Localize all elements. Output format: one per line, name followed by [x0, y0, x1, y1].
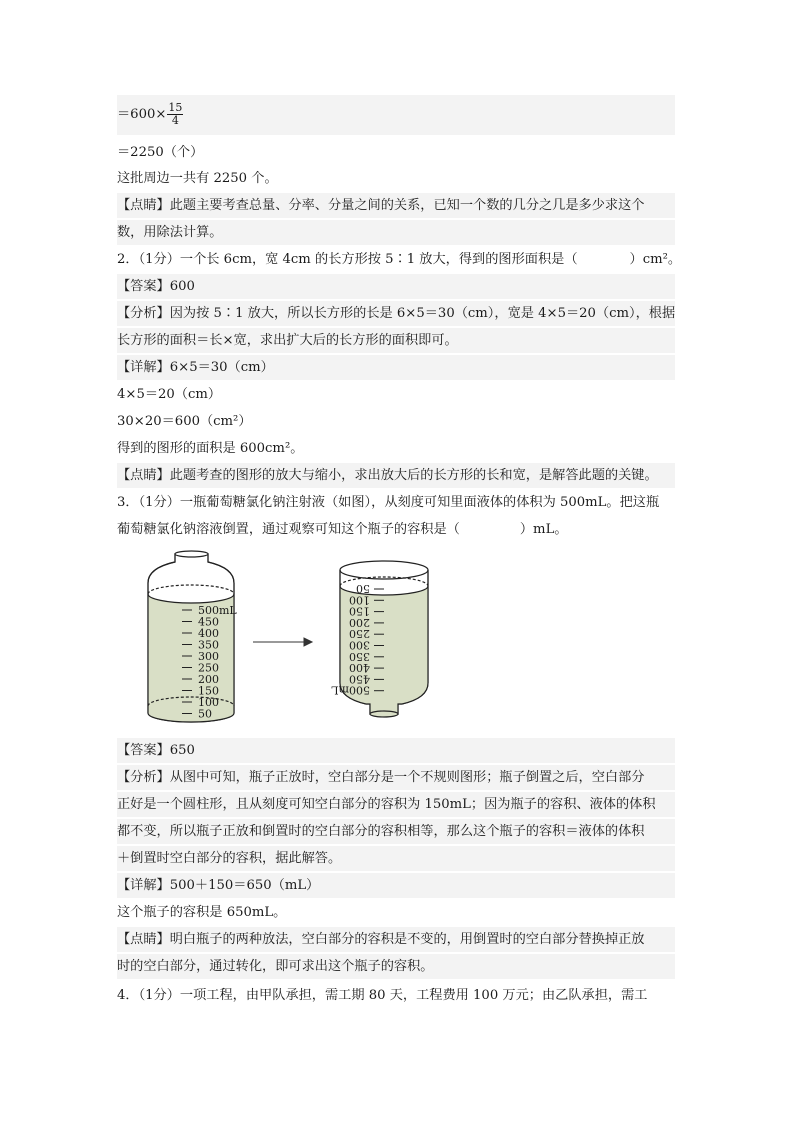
line-09: 长方形的面积＝长×宽，求出扩大后的长方形的面积即可。	[117, 328, 675, 353]
upright-scale-tick-label: 400	[198, 627, 219, 640]
upright-scale-tick-label: 500mL	[198, 604, 237, 617]
upright-scale-tick-label: 200	[198, 673, 219, 686]
question-2-unit: ）cm²。	[629, 252, 682, 267]
line-11: 4×5＝20（cm）	[117, 387, 222, 402]
line-13: 得到的图形的面积是 600cm²。	[117, 441, 304, 456]
inverted-scale-tick-label: 400	[349, 661, 370, 675]
upright-scale-tick-label: 150	[198, 684, 219, 698]
line-06	[117, 247, 682, 272]
line-16	[117, 517, 675, 542]
inverted-scale-tick-label: 250	[349, 627, 370, 641]
line-23: 这个瓶子的容积是 650mL。	[117, 905, 287, 920]
line-25: 时的空白部分，通过转化，即可求出这个瓶子的容积。	[117, 954, 675, 979]
inverted-scale-tick-label: 100	[349, 593, 370, 607]
inverted-scale-tick-label: 200	[349, 615, 370, 629]
line-07: 【答案】600	[117, 274, 675, 299]
line-20: 都不变，所以瓶子正放和倒置时的空白部分的容积相等，那么这个瓶子的容积＝液体的体积	[117, 819, 675, 844]
inverted-scale-tick-label: 150	[349, 604, 370, 618]
inverted-scale-tick-label: 50	[356, 582, 370, 595]
fraction-numerator: 15	[168, 101, 183, 114]
line-24: 【点睛】明白瓶子的两种放法，空白部分的容积是不变的，用倒置时的空白部分替换掉正放	[117, 927, 675, 952]
line-08: 【分析】因为按 5∶1 放大，所以长方形的长是 6×5＝30（cm），宽是 4×5＝20（cm），根据	[117, 301, 675, 326]
inverted-scale-tick-label: 300	[349, 638, 370, 652]
question-2-text: 2．（1分）一个长 6cm，宽 4cm 的长方形按 5∶1 放大，得到的图形面积是（	[117, 252, 578, 267]
upright-scale-tick-label: 100	[198, 696, 219, 709]
line-14: 【点睛】此题考查的图形的放大与缩小，求出放大后的长方形的长和宽，是解答此题的关键。	[117, 463, 675, 488]
bottle-figure	[140, 548, 420, 730]
line-21: ＋倒置时空白部分的容积，据此解答。	[117, 846, 675, 871]
fraction-denominator: 4	[171, 114, 179, 127]
inverted-scale-tick-label: 500mL	[331, 683, 370, 697]
line-05: 数，用除法计算。	[117, 220, 675, 245]
line-12: 30×20＝600（cm²）	[117, 414, 252, 429]
line-17: 【答案】650	[117, 738, 675, 763]
upright-scale-tick-label: 450	[198, 615, 219, 629]
line-03: 这批周边一共有 2250 个。	[117, 171, 278, 186]
line-01	[117, 95, 675, 135]
inverted-scale-tick-label: 350	[349, 649, 370, 663]
line-26: 4．（1分）一项工程，由甲队承担，需工期 80 天，工程费用 100 万元；由乙队承担，需工	[117, 988, 648, 1003]
upright-scale-tick-label: 350	[198, 638, 219, 652]
upright-scale-tick-label: 300	[198, 650, 219, 663]
question-3-unit: ）mL。	[519, 522, 568, 537]
question-3-text: 葡萄糖氯化钠溶液倒置，通过观察可知这个瓶子的容积是（	[117, 522, 460, 537]
line-04: 【点睛】此题主要考查总量、分率、分量之间的关系，已知一个数的几分之几是多少求这个	[117, 193, 675, 218]
line-19: 正好是一个圆柱形，且从刻度可知空白部分的容积为 150mL；因为瓶子的容积、液体的体积	[117, 792, 675, 817]
line-18: 【分析】从图中可知，瓶子正放时，空白部分是一个不规则图形；瓶子倒置之后，空白部分	[117, 765, 675, 790]
line-15: 3．（1分）一瓶葡萄糖氯化钠注射液（如图），从刻度可知里面液体的体积为 500mL。把这瓶	[117, 495, 660, 510]
arrow-icon	[253, 638, 312, 646]
equation-prefix: ＝600×	[117, 107, 167, 122]
upright-scale-tick-label: 50	[198, 707, 212, 721]
line-10: 【详解】6×5＝30（cm）	[117, 355, 675, 380]
line-22: 【详解】500＋150＝650（mL）	[117, 873, 675, 898]
fraction	[167, 102, 183, 127]
inverted-scale-tick-label: 450	[349, 672, 370, 686]
upright-scale-tick-label: 250	[198, 661, 219, 675]
upright-bottle	[148, 551, 234, 722]
line-02: ＝2250（个）	[117, 145, 204, 160]
